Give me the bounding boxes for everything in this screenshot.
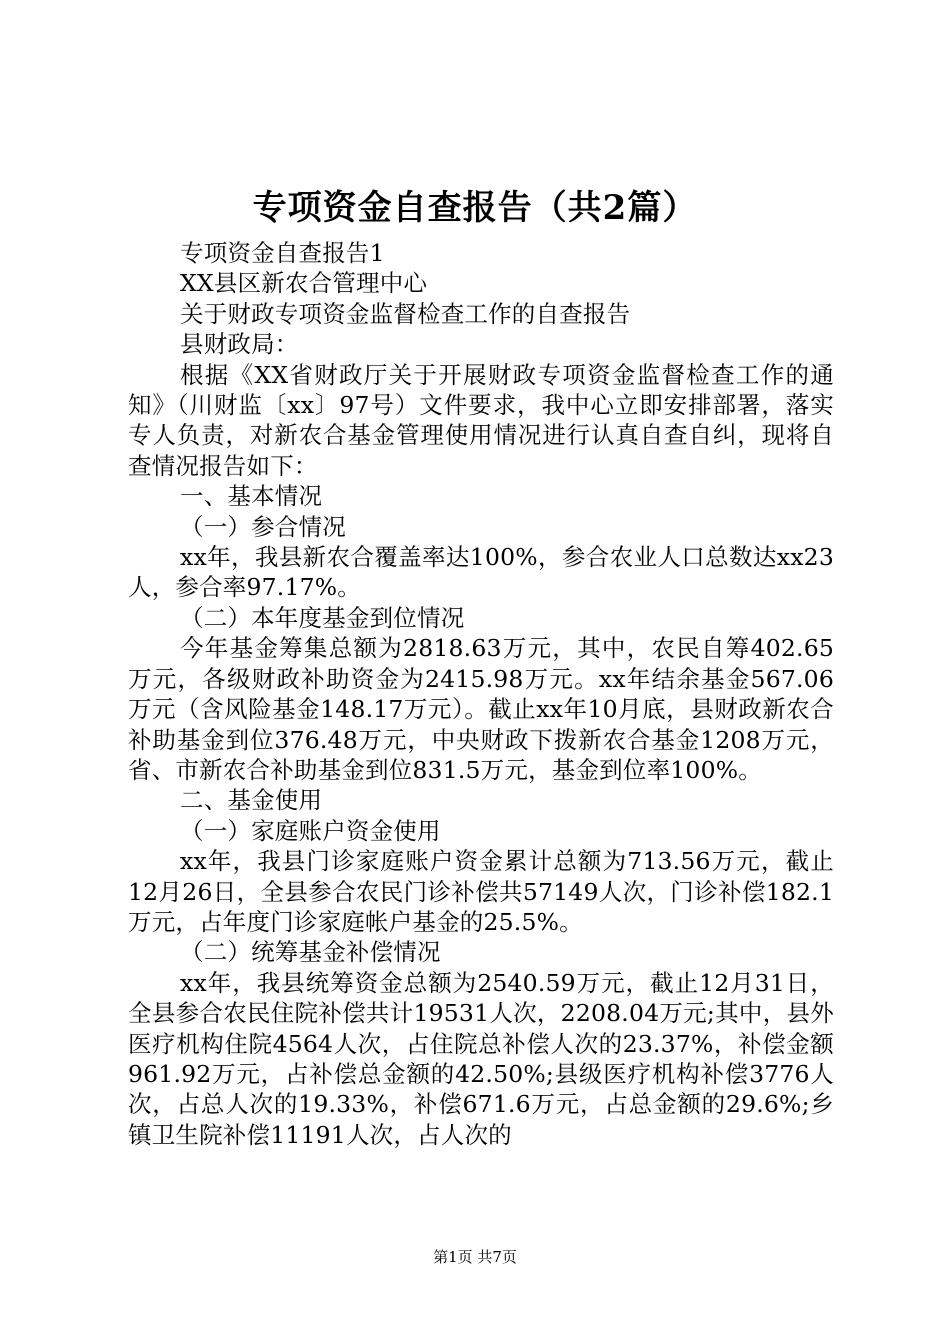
paragraph: xx年，我县门诊家庭账户资金累计总额为713.56万元，截止12月26日，全县参合农民门诊补偿共57149人次，门诊补偿182.1万元，占年度门诊家庭帐户基金的25.5%。 [128,847,834,936]
paragraph: XX县区新农合管理中心 [180,269,428,298]
subsection-heading: （二）统筹基金补偿情况 [180,938,441,967]
subsection-heading: （一）家庭账户资金使用 [180,816,441,845]
paragraph: 关于财政专项资金监督检查工作的自查报告 [180,299,631,328]
document-body [128,238,834,1150]
document-title: 专项资金自查报告（共2篇） [252,188,698,228]
paragraph: 今年基金筹集总额为2818.63万元，其中，农民自筹402.65万元，各级财政补助资金为2415.98万元。xx年结余基金567.06万元（含风险基金148.17万元）。截止xx年10月底，县财政新农合补助基金到位376.48万元，中央财政下拨新农合基金1208万元，省、市新农合补助基金到位831.5万元，基金到位率100%。 [128,634,834,784]
subsection-heading: （一）参合情况 [180,512,346,541]
subsection-heading: （二）本年度基金到位情况 [180,603,465,632]
section-heading: 二、基金使用 [180,786,323,815]
paragraph: xx年，我县统筹资金总额为2540.59万元，截止12月31日，全县参合农民住院补偿共计19531人次，2208.04万元;其中，县外医疗机构住院4564人次，占住院总补偿人次的23.37%，补偿金额961.92万元，占补偿总金额的42.50%;县级医疗机构补偿3776人次，占总人次的19.33%，补偿671.6万元，占总金额的29.6%;乡镇卫生院补偿11191人次，占人次的 [128,968,834,1149]
page-number-footer: 第1页 共7页 [433,1248,517,1266]
paragraph: 县财政局： [180,330,299,359]
paragraph: 根据《XX省财政厅关于开展财政专项资金监督检查工作的通知》（川财监〔xx〕97号）文件要求，我中心立即安排部署，落实专人负责，对新农合基金管理使用情况进行认真自查自纠，现将自查情况报告如下： [128,360,834,480]
paragraph: xx年，我县新农合覆盖率达100%，参合农业人口总数达xx23人，参合率97.17%。 [128,543,834,602]
section-heading: 一、基本情况 [180,482,323,511]
paragraph: 专项资金自查报告1 [180,239,385,267]
